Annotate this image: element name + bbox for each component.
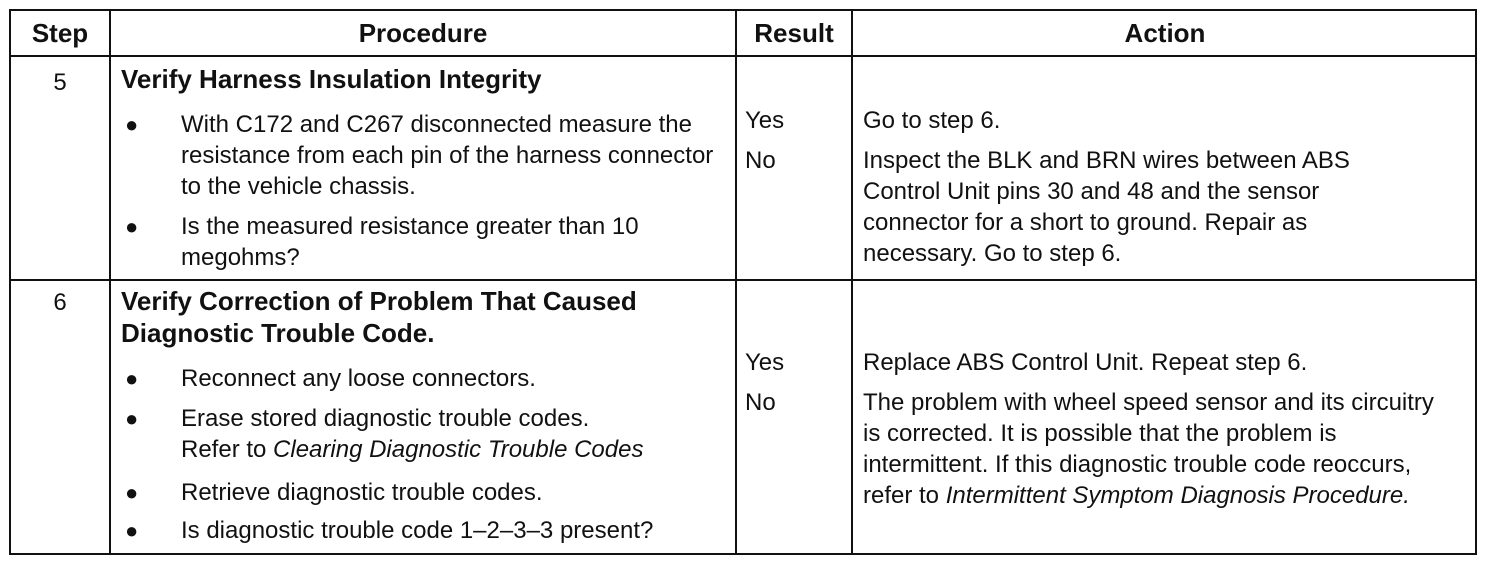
reference-prefix: Refer to	[181, 436, 274, 463]
bullet-text: Is the measured resistance greater than 10 megohms?	[181, 213, 639, 271]
bullet-text: Retrieve diagnostic trouble codes.	[181, 479, 543, 506]
header-result: Result	[754, 17, 834, 48]
result-no: No	[745, 147, 776, 174]
row-divider	[11, 279, 1475, 281]
bullet-icon: ●	[125, 406, 139, 431]
procedure-bullet	[125, 403, 731, 467]
action-no-text: The problem with wheel speed sensor and its circuitry is corrected. It is possible that the problem is intermittent. If this diagnostic trouble code reoccurs, refer to	[863, 389, 1434, 509]
header-divider	[11, 55, 1475, 57]
procedure-title: Verify Harness Insulation Integrity	[121, 64, 542, 94]
reference-title: Clearing Diagnostic Trouble Codes	[273, 436, 644, 463]
action-no	[863, 387, 1453, 511]
bullet-icon: ●	[125, 518, 139, 543]
result-no: No	[745, 389, 776, 416]
bullet-text: Reconnect any loose connectors.	[181, 365, 536, 392]
column-divider	[851, 11, 853, 553]
column-divider	[109, 11, 111, 553]
result-yes: Yes	[745, 107, 785, 134]
step-number: 6	[53, 289, 67, 316]
action-yes: Replace ABS Control Unit. Repeat step 6.	[863, 349, 1308, 376]
bullet-icon: ●	[125, 112, 139, 137]
bullet-text: Is diagnostic trouble code 1–2–3–3 present?	[181, 517, 654, 544]
result-yes: Yes	[745, 349, 785, 376]
bullet-text: Erase stored diagnostic trouble codes.	[181, 405, 590, 432]
bullet-text: With C172 and C267 disconnected measure the resistance from each pin of the harness connector to the vehicle chassis.	[181, 111, 714, 200]
bullet-icon: ●	[125, 214, 139, 239]
column-divider	[735, 11, 737, 553]
bullet-icon: ●	[125, 480, 139, 505]
procedure-bullet	[125, 211, 731, 275]
header-step: Step	[31, 17, 89, 48]
procedure-bullet	[125, 363, 731, 395]
step-number: 5	[53, 69, 67, 96]
header-procedure: Procedure	[358, 17, 488, 48]
procedure-title: Verify Correction of Problem That Caused Diagnostic Trouble Code.	[121, 286, 637, 348]
action-yes: Go to step 6.	[863, 107, 1001, 134]
action-no-reference: Intermittent Symptom Diagnosis Procedure.	[945, 482, 1410, 509]
bullet-icon: ●	[125, 366, 139, 391]
procedure-bullet	[125, 477, 731, 509]
diagnostic-table	[9, 9, 1477, 555]
header-action: Action	[1124, 17, 1206, 48]
procedure-bullet	[125, 515, 731, 547]
action-no: Inspect the BLK and BRN wires between ABS Control Unit pins 30 and 48 and the sensor connector for a short to ground. Repair as necessary. Go to step 6.	[863, 147, 1350, 267]
procedure-bullet	[125, 109, 731, 204]
